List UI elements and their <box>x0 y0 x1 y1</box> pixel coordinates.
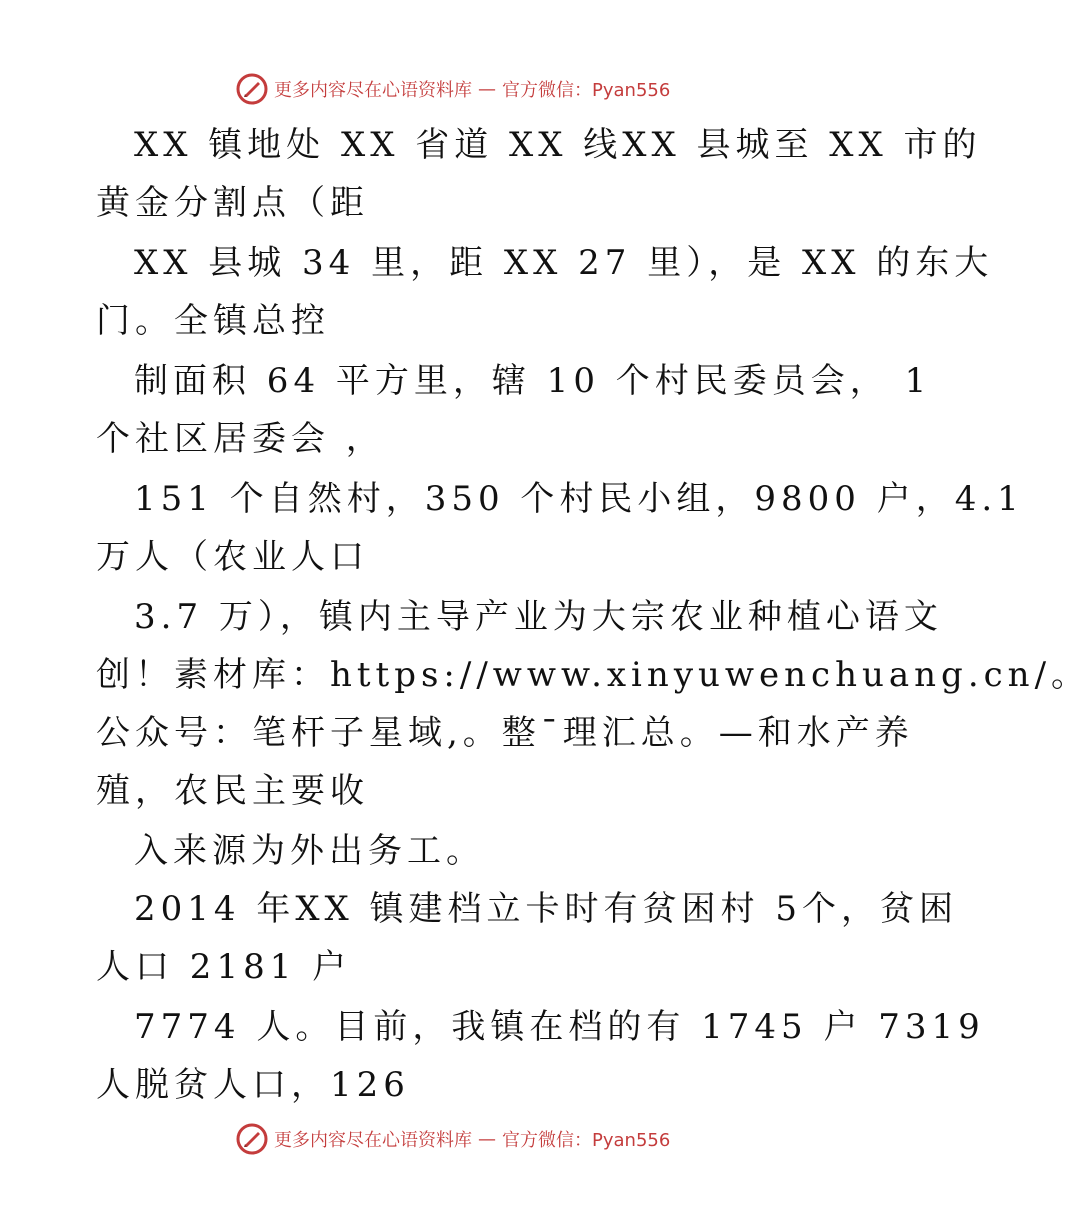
body-line: 创！素材库：https://www.xinyuwenchuang.cn/。 <box>96 655 1090 695</box>
body-line: 殖，农民主要收 <box>96 771 369 811</box>
body-line: XX 县城 34 里，距 XX 27 里），是 XX 的东大 <box>134 243 994 283</box>
banner-separator: — <box>478 1128 496 1150</box>
body-line: 制面积 64 平方里，辖 10 个村民委员会， 1 <box>134 361 932 401</box>
body-line: 公众号：笔杆子星域,。整¯理汇总。—和水产养 <box>96 713 914 753</box>
banner-title: 更多内容尽在心语资料库 <box>274 1130 472 1151</box>
body-line: 万人（农业人口 <box>96 537 369 577</box>
body-line: 151 个自然村，350 个村民小组，9800 户，4.1 <box>134 479 1024 519</box>
body-line: 7774 人。目前，我镇在档的有 1745 户 7319 <box>134 1007 985 1047</box>
body-line: 3.7 万），镇内主导产业为大宗农业种植心语文 <box>134 597 943 637</box>
banner-wechat-id: 官方微信：Pyan556 <box>502 1130 671 1151</box>
banner-separator: — <box>478 78 496 100</box>
body-line: 人脱贫人口，126 <box>96 1065 410 1105</box>
header-watermark-banner <box>236 72 706 106</box>
body-line: 入来源为外出务工。 <box>134 831 485 871</box>
banner-wechat-id: 官方微信：Pyan556 <box>502 80 671 101</box>
body-line: 人口 2181 户 <box>96 947 352 987</box>
body-line: 黄金分割点（距 <box>96 183 369 223</box>
quill-logo-icon <box>236 73 268 105</box>
body-line: 2014 年XX 镇建档立卡时有贫困村 5个，贫困 <box>134 889 958 929</box>
footer-watermark-banner <box>236 1122 706 1156</box>
body-line: 个社区居委会 ， <box>96 419 385 459</box>
body-line: 门。全镇总控 <box>96 301 330 341</box>
banner-title: 更多内容尽在心语资料库 <box>274 80 472 101</box>
quill-logo-icon <box>236 1123 268 1155</box>
body-line: XX 镇地处 XX 省道 XX 线XX 县城至 XX 市的 <box>134 125 982 165</box>
